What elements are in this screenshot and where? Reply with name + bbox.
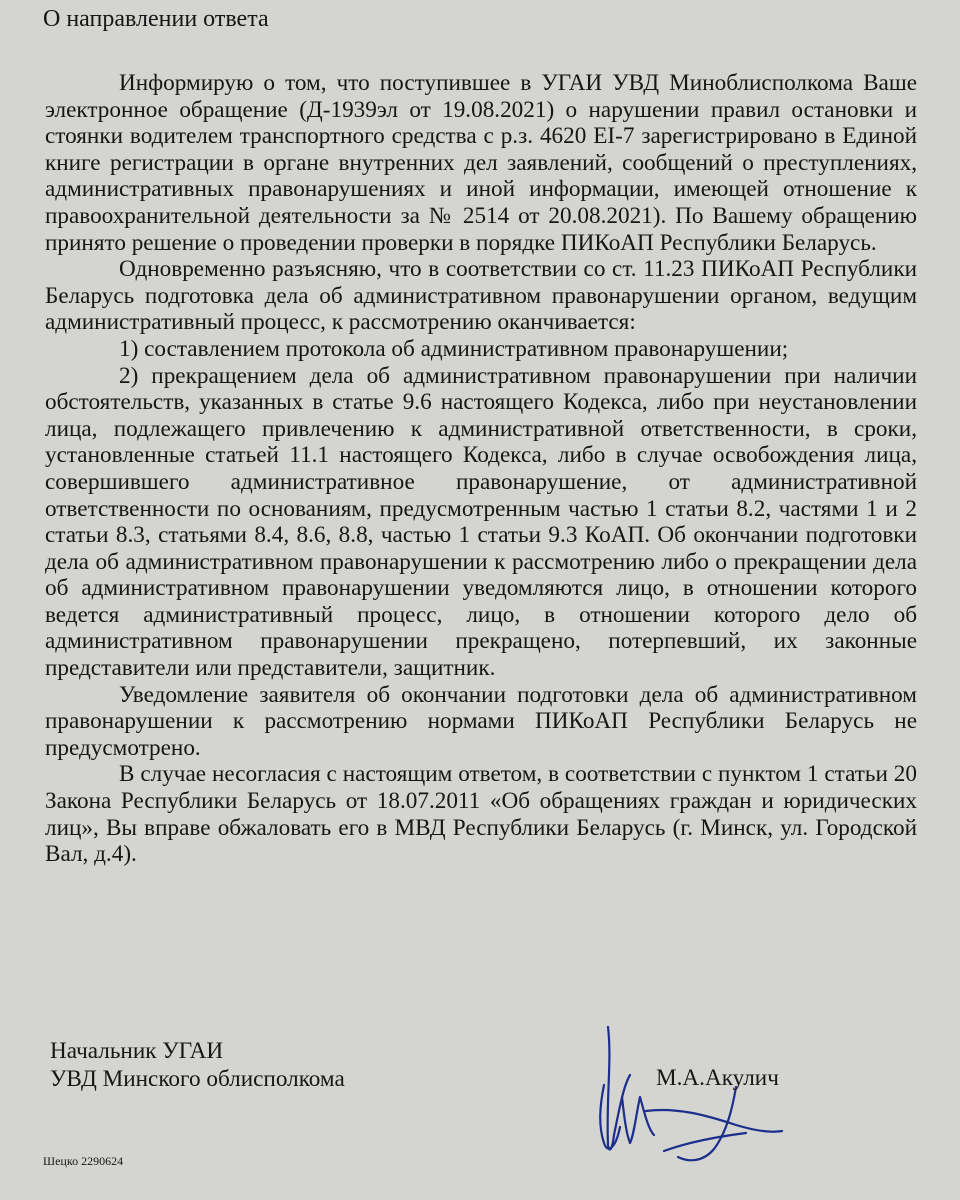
signer-position-line-1: Начальник УГАИ <box>50 1038 224 1064</box>
signer-name: М.А.Акулич <box>656 1065 779 1091</box>
letter-subject: О направлении ответа <box>43 6 269 32</box>
signer-position <box>50 1037 345 1093</box>
paragraph-appeal: В случае несогласия с настоящим ответом, в соответствии с пунктом 1 статьи 20 Закона Республики Беларусь от 18.07.2011 «Об обращениях граждан и юридических лиц», Вы вправе обжаловать его в МВД Республики Беларусь (г. Минск, ул. Городской Вал, д.4). <box>45 761 917 868</box>
list-item-protocol: 1) составлением протокола об административном правонарушении; <box>119 335 789 362</box>
paragraph-registration: Информирую о том, что поступившее в УГАИ УВД Миноблисполкома Ваше электронное обращение (Д-1939эл от 19.08.2021) о нарушении правил остановки и стоянки водителем транспортного средства с р.з. 4620 EI-7 зарегистрировано в Единой книге регистрации в органе внутренних дел заявлений, сообщений о преступлениях, административных правонарушениях и иной информации, имеющей отношение к правоохранительной деятельности за № 2514 от 20.08.2021). По Вашему обращению принято решение о проведении проверки в порядке ПИКоАП Республики Беларусь. <box>45 70 917 256</box>
executor-info: Шецко 2290624 <box>43 1154 124 1168</box>
signer-position-line-2: УВД Минского облисполкома <box>50 1066 345 1092</box>
paragraph-explanation: Одновременно разъясняю, что в соответствии со ст. 11.23 ПИКоАП Республики Беларусь подготовка дела об административном правонарушении органом, ведущим административный процесс, к рассмотрению оканчивается: <box>45 256 917 336</box>
list-item-termination: 2) прекращением дела об административном правонарушении при наличии обстоятельств, указанных в статье 9.6 настоящего Кодекса, либо при неустановлении лица, подлежащего привлечению к административной ответственности, в сроки, установленные статьей 11.1 настоящего Кодекса, либо в случае освобождения лица, совершившего административное правонарушение, от административной ответственности по основаниям, предусмотренным частью 1 статьи 8.2, частями 1 и 2 статьи 8.3, статьями 8.4, 8.6, 8.8, частью 1 статьи 9.3 КоАП. Об окончании подготовки дела об административном правонарушении к рассмотрению либо о прекращении дела об административном правонарушении уведомляются лицо, в отношении которого ведется административный процесс, лицо, в отношении которого дело об административном правонарушении прекращено, потерпевший, их законные представители или представители, защитник. <box>45 362 917 682</box>
letter-body <box>45 70 917 868</box>
paragraph-notification: Уведомление заявителя об окончании подготовки дела об административном правонарушении к рассмотрению нормами ПИКоАП Республики Беларусь не предусмотрено. <box>45 681 917 761</box>
